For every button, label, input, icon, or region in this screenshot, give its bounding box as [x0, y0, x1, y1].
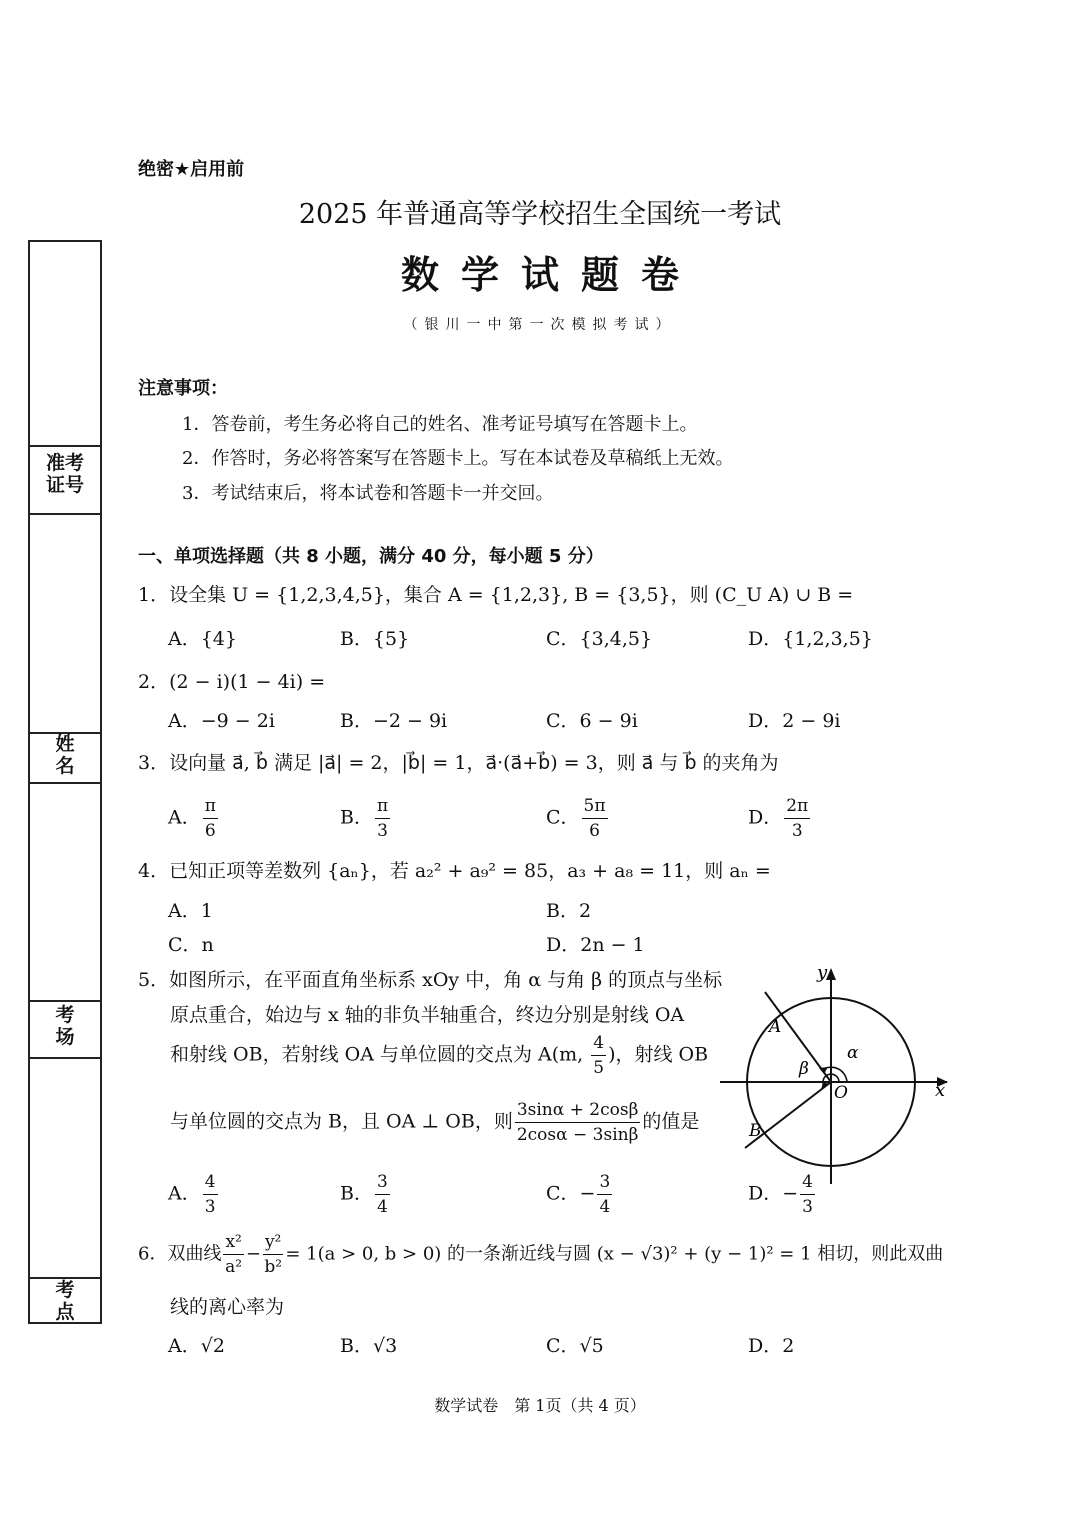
question-5-line-1: 5．如图所示，在平面直角坐标系 xOy 中，角 α 与角 β 的顶点与坐标 — [138, 969, 723, 991]
strip-label-exam-id: 准考 证号 — [45, 452, 84, 496]
strip-label-site: 考 点 — [55, 1279, 75, 1323]
q6-option-d: D．2 — [748, 1335, 795, 1357]
q5-option-d-fraction: $\frac{4}{3}$ — [802, 1172, 813, 1217]
x-axis-label: x — [935, 1080, 946, 1101]
paper-title: 数学试题卷 — [400, 253, 701, 297]
q5-option-d: D．− $\frac{4}{3}$ — [748, 1172, 813, 1217]
q3-option-d: D． $\frac{2\pi}{3}$ — [748, 796, 809, 841]
section-heading: 一、单项选择题（共 8 小题，满分 40 分，每小题 5 分） — [138, 546, 604, 567]
q3-option-c-fraction: $\frac{5\pi}{6}$ — [583, 796, 606, 841]
q2-option-d: D．2 − 9i — [748, 710, 841, 732]
strip-divider — [30, 513, 100, 515]
q6-x-fraction: $\frac{\text{x²}}{\text{a²}}$ — [225, 1232, 243, 1277]
q6-y-fraction: $\frac{\text{y²}}{\text{b²}}$ — [264, 1232, 283, 1277]
q5-option-b: B． $\frac{3}{4}$ — [340, 1172, 388, 1217]
q5-expression-fraction: $\frac{3\sin\alpha + 2\cos\beta}{2\cos\alpha - 3\sin\beta}$ — [516, 1100, 639, 1145]
strip-label-room: 考 场 — [55, 1004, 75, 1048]
q1-option-b: B．{5} — [340, 628, 410, 650]
q2-option-c: C．6 − 9i — [546, 710, 638, 732]
question-6-line-2: 线的离心率为 — [170, 1296, 285, 1318]
q4-option-a: A．1 — [168, 900, 213, 922]
question-5-line-4: 与单位圆的交点为 B，且 OA ⊥ OB，则 $\frac{3\sin\alpha + 2\cos\beta}{2\cos\alpha - 3\sin\beta}$ 的值是 — [170, 1100, 700, 1145]
notice-item: 1．答卷前，考生务必将自己的姓名、准考证号填写在答题卡上。 — [182, 414, 698, 435]
q2-option-a: A．−9 − 2i — [168, 710, 275, 732]
strip-divider — [30, 1057, 100, 1059]
strip-divider — [30, 445, 100, 447]
q3-option-b-fraction: $\frac{\pi}{3}$ — [376, 796, 389, 841]
q5-option-a-fraction: $\frac{4}{3}$ — [204, 1172, 216, 1217]
strip-divider — [30, 1000, 100, 1002]
binding-strip — [28, 240, 102, 1324]
question-5-line-3: 和射线 OB，若射线 OA 与单位圆的交点为 A(m, $\frac{4}{5}$ )，射线 OB — [170, 1033, 709, 1078]
secret-mark: 绝密★启用前 — [138, 159, 245, 180]
paper-subtitle: （银川一中第一次模拟考试） — [403, 317, 677, 333]
question-2-stem: 2．(2 − i)(1 − 4i) = — [138, 671, 326, 693]
page-footer: 数学试卷 第 1页（共 4 页） — [434, 1396, 646, 1415]
y-axis-label: y — [817, 962, 828, 983]
q5-option-c-fraction: $\frac{3}{4}$ — [599, 1172, 611, 1217]
origin-label: O — [834, 1083, 848, 1103]
q5-option-a: A． $\frac{4}{3}$ — [168, 1172, 216, 1217]
question-1-stem: 1．设全集 U = {1,2,3,4,5}，集合 A = {1,2,3}, B = {3,5}，则 (C_U A) ∪ B = — [138, 584, 854, 606]
q3-option-b: B． $\frac{\pi}{3}$ — [340, 796, 389, 841]
q3-option-a-fraction: $\frac{\pi}{6}$ — [204, 796, 216, 841]
y-axis-arrow-icon — [826, 968, 836, 980]
q1-option-c: C．{3,4,5} — [546, 628, 653, 650]
point-b-label: B — [749, 1121, 762, 1141]
q1-option-a: A．{4} — [168, 628, 237, 650]
q5-option-c: C．− $\frac{3}{4}$ — [546, 1172, 611, 1217]
q5-point-a-fraction: $\frac{4}{5}$ — [593, 1033, 605, 1078]
q2-option-b: B．−2 − 9i — [340, 710, 448, 732]
strip-divider — [30, 782, 100, 784]
unit-circle-figure — [715, 958, 960, 1188]
beta-label: β — [799, 1059, 809, 1079]
q3-option-a: A． $\frac{\pi}{6}$ — [168, 796, 216, 841]
q4-option-d: D．2n − 1 — [546, 934, 645, 956]
question-3-stem: 3．设向量 a⃗, b⃗ 满足 |a⃗| = 2，|b⃗| = 1，a⃗·(a⃗+b⃗) = 3，则 a⃗ 与 b⃗ 的夹角为 — [138, 752, 779, 774]
notice-item: 3．考试结束后，将本试卷和答题卡一并交回。 — [182, 483, 554, 504]
alpha-label: α — [847, 1043, 859, 1063]
notice-heading: 注意事项： — [138, 378, 228, 399]
q1-option-d: D．{1,2,3,5} — [748, 628, 873, 650]
strip-label-name: 姓 名 — [55, 733, 75, 777]
q6-option-c: C．√5 — [546, 1335, 604, 1357]
notice-item: 2．作答时，务必将答案写在答题卡上。写在本试卷及草稿纸上无效。 — [182, 448, 734, 469]
q4-option-c: C．n — [168, 934, 214, 956]
q3-option-c: C． $\frac{5\pi}{6}$ — [546, 796, 606, 841]
q6-option-b: B．√3 — [340, 1335, 398, 1357]
question-6-line-1: 6．双曲线 $\frac{\text{x²}}{\text{a²}}$ − $\frac{\text{y²}}{\text{b²}}$ = 1(a > 0, b > 0) 的一条渐近线与圆 (x − √3)² + (y − 1)² = 1 相切，则此双曲 — [138, 1232, 944, 1277]
exam-title: 2025 年普通高等学校招生全国统一考试 — [298, 199, 782, 230]
q3-option-d-fraction: $\frac{2\pi}{3}$ — [786, 796, 809, 841]
question-5-line-2: 原点重合，始边与 x 轴的非负半轴重合，终边分别是射线 OA — [170, 1004, 685, 1026]
q6-option-a: A．√2 — [168, 1335, 225, 1357]
question-4-stem: 4．已知正项等差数列 {aₙ}，若 a₂² + a₉² = 85，a₃ + a₈ = 11，则 aₙ = — [138, 860, 771, 882]
q5-option-b-fraction: $\frac{3}{4}$ — [376, 1172, 388, 1217]
point-a-label: A — [769, 1017, 782, 1037]
angle-alpha-arrow-icon — [819, 1067, 828, 1074]
q4-option-b: B．2 — [546, 900, 592, 922]
